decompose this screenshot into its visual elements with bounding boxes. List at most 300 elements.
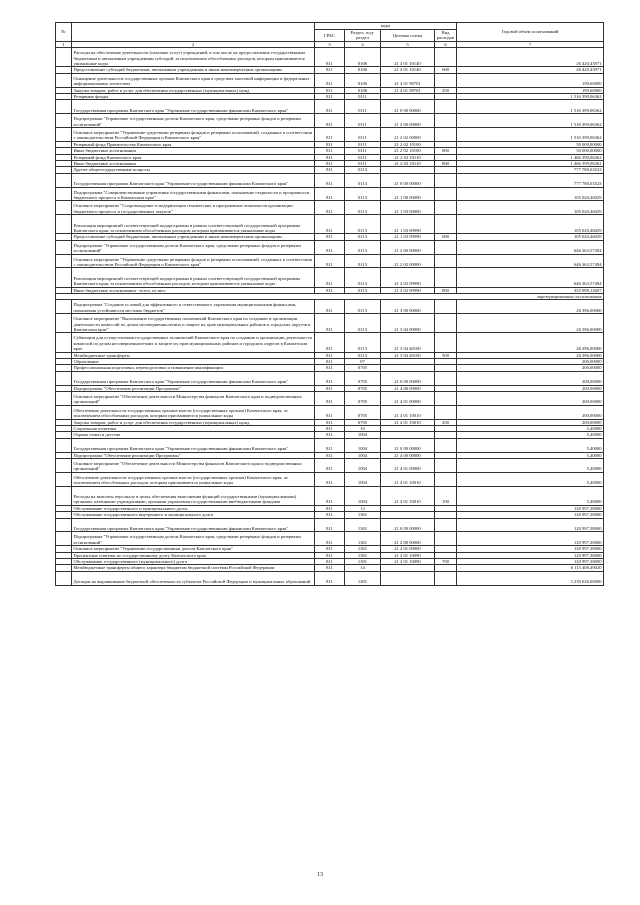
row-grbs-cell: 811 — [315, 48, 345, 67]
row-name-cell: Образование — [72, 359, 315, 365]
row-sum-cell: 120 997,38000 — [457, 552, 604, 558]
row-name-cell: Основное мероприятие "Обеспечение деятельности Министерства финансов Камчатского края и подведомственных организаций" — [72, 392, 315, 406]
row-expense-type-cell — [435, 459, 457, 473]
row-name-cell: Обслуживание государственного (муниципального) долга — [72, 559, 315, 565]
row-razdel-cell: 0111 — [345, 161, 381, 167]
row-grbs-cell: 811 — [315, 268, 345, 287]
row-razdel-cell: 14 — [345, 565, 381, 571]
row-grbs-cell: 811 — [315, 314, 345, 333]
table-row — [56, 486, 604, 505]
table-row — [56, 187, 604, 201]
row-sum-cell: 26 420,43971 — [457, 48, 604, 67]
row-grbs-cell: 811 — [315, 419, 345, 425]
row-grbs-cell: 811 — [315, 392, 345, 406]
row-grbs-cell: 811 — [315, 287, 345, 293]
row-name-cell: Другие общегосударственные вопросы — [72, 167, 315, 173]
row-razdel-cell: 1004 — [345, 452, 381, 458]
row-sum-cell: 26 396,00000 — [457, 314, 604, 333]
col-number: 4 — [345, 41, 381, 47]
row-number-cell — [56, 173, 72, 187]
row-razdel-cell: 0113 — [345, 167, 381, 173]
col-number: 1 — [56, 41, 72, 47]
row-grbs-cell: 811 — [315, 512, 345, 518]
row-name-cell: Подпрограмма "Управление государственным долгом Камчатского края, средствами резервных фондов и резервами ассигнований" — [72, 114, 315, 128]
row-grbs-cell: 811 — [315, 452, 345, 458]
row-number-cell — [56, 300, 72, 314]
row-name-cell: Процентные платежи по государственному долгу Камчатского края — [72, 552, 315, 558]
row-expense-type-cell — [435, 371, 457, 385]
row-razdel-cell: 07 — [345, 359, 381, 365]
table-row — [56, 532, 604, 546]
row-grbs-cell: 811 — [315, 405, 345, 419]
row-expense-type-cell: 500 — [435, 352, 457, 358]
row-name-cell: Закупка товаров, работ и услуг для обеспечения государственных (муниципальных) нужд — [72, 419, 315, 425]
row-grbs-cell: 811 — [315, 67, 345, 73]
row-sum-cell: 646 363,57494 — [457, 268, 604, 287]
row-sum-cell: 200,00000 — [457, 392, 604, 406]
row-expense-type-cell — [435, 300, 457, 314]
header-celevaya: Целевая статья — [381, 30, 435, 42]
row-name-cell: Подпрограмма "Обеспечение реализации Программы" — [72, 452, 315, 458]
row-grbs-cell: 811 — [315, 254, 345, 268]
row-sum-cell: 5,40000 — [457, 426, 604, 432]
row-name-cell: Резервный фонд Камчатского края — [72, 154, 315, 160]
row-grbs-cell: 811 — [315, 300, 345, 314]
row-razdel-cell: 1301 — [345, 518, 381, 532]
row-grbs-cell: 811 — [315, 426, 345, 432]
row-name-cell: Подпрограмма "Обеспечение реализации Программы" — [72, 385, 315, 391]
row-expense-type-cell: 200 — [435, 419, 457, 425]
row-name-cell: Обеспечение деятельности государственных органов власти (государственных органов) Камчатского края, за исключением обособленных расходов, которым присваиваются уникальные коды — [72, 405, 315, 419]
row-name-cell: Основное мероприятие "Сопровождение и модернизация технических и программных комплексов организации бюджетного процесса и государственных закупок" — [72, 201, 315, 215]
row-razdel-cell: 0705 — [345, 392, 381, 406]
row-expense-type-cell: 600 — [435, 67, 457, 73]
row-razdel-cell: 0113 — [345, 254, 381, 268]
row-target-article-cell: 21 4 01 00000 — [381, 392, 435, 406]
table-row — [56, 240, 604, 254]
row-expense-type-cell: 700 — [435, 559, 457, 565]
row-target-article-cell: 21 4 00 00000 — [381, 452, 435, 458]
row-name-cell: Расходы на обеспечение деятельности (оказание услуг) учреждений, в том числе на предоставление государственным бюджетным и автономным учреждениям субсидий, за исключением обособленных расходов, которым присваиваются уникальные коды — [72, 48, 315, 67]
row-grbs-cell: 811 — [315, 161, 345, 167]
row-sum-cell: 1 516 399,06362 — [457, 100, 604, 114]
table-row — [56, 459, 604, 473]
row-name-cell: Иные бюджетные ассигнования — [72, 161, 315, 167]
table-row — [56, 73, 604, 87]
row-razdel-cell: 0113 — [345, 201, 381, 215]
row-razdel-cell: 0106 — [345, 67, 381, 73]
row-target-article-cell: 21 0 00 00000 — [381, 518, 435, 532]
row-name-cell: Расходы на выплаты персоналу в целях обеспечения выполнения функций государственными (муниципальными) органами, казенными учреждениями, органами управления государственными внебюджетными фондами — [72, 486, 315, 505]
row-sum-cell: 1 466 399,06362 — [457, 154, 604, 160]
row-number-cell — [56, 532, 72, 546]
col-number: 5 — [381, 41, 435, 47]
col-number: 6 — [435, 41, 457, 47]
row-number-cell — [56, 314, 72, 333]
row-grbs-cell: 811 — [315, 73, 345, 87]
row-razdel-cell: 1004 — [345, 459, 381, 473]
row-target-article-cell: 21 2 00 00000 — [381, 532, 435, 546]
row-razdel-cell: 0106 — [345, 87, 381, 93]
row-expense-type-cell: 200 — [435, 87, 457, 93]
row-name-cell: Иные бюджетные ассигнования - всего, из них: — [72, 287, 315, 293]
header-grbs: ГРБС — [315, 30, 345, 42]
row-target-article-cell: 21 2 02 10100 — [381, 148, 435, 154]
reserved-allocations-label: зарезервированные ассигнования — [56, 294, 604, 300]
row-name-cell: Социальная политика — [72, 426, 315, 432]
row-grbs-cell: 811 — [315, 94, 345, 100]
row-expense-type-cell: 100 — [435, 486, 457, 505]
row-razdel-cell: 0113 — [345, 268, 381, 287]
row-grbs-cell: 811 — [315, 518, 345, 532]
row-razdel-cell: 1401 — [345, 571, 381, 585]
row-razdel-cell: 0111 — [345, 154, 381, 160]
row-sum-cell: 777 780,03523 — [457, 173, 604, 187]
row-target-article-cell: 21 2 02 09990 — [381, 268, 435, 287]
row-sum-cell: 5,40000 — [457, 452, 604, 458]
row-razdel-cell: 0111 — [345, 94, 381, 100]
row-sum-cell: 5,40000 — [457, 459, 604, 473]
row-expense-type-cell — [435, 333, 457, 352]
row-grbs-cell: 811 — [315, 571, 345, 585]
row-target-article-cell: 21 3 00 00000 — [381, 300, 435, 314]
row-grbs-cell: 811 — [315, 459, 345, 473]
row-sum-cell: 120 997,38000 — [457, 518, 604, 532]
row-target-article-cell: 21 0 00 00000 — [381, 173, 435, 187]
table-row — [56, 472, 604, 486]
row-name-cell: Подпрограмма "Управление государственным долгом Камчатского края, средствами резервных фондов и резервами ассигнований" — [72, 532, 315, 546]
row-target-article-cell: 21 4 00 00000 — [381, 385, 435, 391]
row-target-article-cell: 21 2 02 10110 — [381, 161, 435, 167]
row-grbs-cell: 811 — [315, 432, 345, 438]
row-name-cell: Предоставление субсидий бюджетным, автономным учреждениям и иным некоммерческим организациям — [72, 67, 315, 73]
row-razdel-cell: 0113 — [345, 187, 381, 201]
row-expense-type-cell: 800 — [435, 287, 457, 293]
row-number-cell — [56, 128, 72, 142]
row-name-cell: Профессиональная подготовка, переподготовка и повышение квалификации — [72, 365, 315, 371]
row-target-article-cell: 21 1 03 00000 — [381, 201, 435, 215]
row-name-cell: Государственная программа Камчатского края "Управление государственными финансами Камчатского края" — [72, 518, 315, 532]
row-razdel-cell: 0113 — [345, 352, 381, 358]
table-row — [56, 300, 604, 314]
row-name-cell: Государственная программа Камчатского края "Управление государственными финансами Камчатского края" — [72, 438, 315, 452]
row-razdel-cell: 0113 — [345, 287, 381, 293]
row-razdel-cell: 0113 — [345, 240, 381, 254]
row-razdel-cell: 1301 — [345, 546, 381, 552]
row-sum-cell: 120 997,38000 — [457, 512, 604, 518]
row-expense-type-cell — [435, 532, 457, 546]
row-target-article-cell: 21 4 01 10010 — [381, 472, 435, 486]
col-number: 7 — [457, 41, 604, 47]
row-number-cell — [56, 438, 72, 452]
row-sum-cell: 1 516 399,06362 — [457, 114, 604, 128]
row-expense-type-cell — [435, 73, 457, 87]
row-number-cell — [56, 187, 72, 201]
row-name-cell: Межбюджетные трансферты общего характера бюджетам бюджетной системы Российской Федерации — [72, 565, 315, 571]
row-sum-cell: 105 020,46029 — [457, 187, 604, 201]
row-target-article-cell: 21 2 02 09990 — [381, 287, 435, 293]
row-name-cell: Дотации на выравнивание бюджетной обеспеченности субъектов Российской Федерации и муниципальных образований — [72, 571, 315, 585]
row-grbs-cell: 811 — [315, 234, 345, 240]
budget-document-page — [55, 22, 603, 586]
row-sum-cell: 1 516 399,06362 — [457, 94, 604, 100]
row-number-cell — [56, 201, 72, 215]
row-razdel-cell: 0705 — [345, 365, 381, 371]
row-expense-type-cell — [435, 114, 457, 128]
table-row — [56, 201, 604, 215]
row-sum-cell: 200,00000 — [457, 405, 604, 419]
table-row — [56, 268, 604, 287]
row-razdel-cell: 0113 — [345, 234, 381, 240]
row-grbs-cell: 811 — [315, 365, 345, 371]
row-name-cell: Охрана семьи и детства — [72, 432, 315, 438]
row-target-article-cell: 21 2 01 00000 — [381, 546, 435, 552]
row-expense-type-cell — [435, 48, 457, 67]
row-expense-type-cell: 600 — [435, 234, 457, 240]
row-sum-cell: 105 020,46029 — [457, 215, 604, 234]
row-target-article-cell: 21 4 01 10010 — [381, 486, 435, 505]
row-sum-cell: 6 113 408,49020 — [457, 565, 604, 571]
row-number-cell — [56, 571, 72, 585]
col-number: 3 — [315, 41, 345, 47]
row-sum-cell: 200,00000 — [457, 359, 604, 365]
row-grbs-cell: 811 — [315, 359, 345, 365]
row-sum-cell: 50 000,00000 — [457, 141, 604, 147]
row-expense-type-cell — [435, 128, 457, 142]
row-target-article-cell: 21 4 01 10140 — [381, 67, 435, 73]
table-row — [56, 518, 604, 532]
row-sum-cell: 50 000,00000 — [457, 148, 604, 154]
row-sum-cell: 777 780,03523 — [457, 167, 604, 173]
row-razdel-cell: 0111 — [345, 100, 381, 114]
col-number: 2 — [72, 41, 315, 47]
row-grbs-cell: 811 — [315, 240, 345, 254]
row-grbs-cell: 811 — [315, 438, 345, 452]
table-row — [56, 215, 604, 234]
row-number-cell — [56, 371, 72, 385]
row-target-article-cell: 21 2 02 00000 — [381, 128, 435, 142]
row-sum-cell: 120 997,38000 — [457, 505, 604, 511]
row-grbs-cell: 811 — [315, 552, 345, 558]
row-name-cell: Государственная программа Камчатского края "Управление государственными финансами Камчатского края" — [72, 100, 315, 114]
row-number-cell — [56, 114, 72, 128]
row-sum-cell: 120 997,38000 — [457, 559, 604, 565]
row-grbs-cell: 811 — [315, 532, 345, 546]
row-target-article-cell: 21 3 04 40100 — [381, 352, 435, 358]
row-razdel-cell: 0106 — [345, 73, 381, 87]
row-sum-cell: 200,00000 — [457, 385, 604, 391]
row-sum-cell: 105 020,46029 — [457, 234, 604, 240]
row-razdel-cell: 1004 — [345, 472, 381, 486]
row-target-article-cell: 21 2 02 10110 — [381, 154, 435, 160]
row-razdel-cell: 0113 — [345, 333, 381, 352]
row-expense-type-cell — [435, 100, 457, 114]
row-razdel-cell: 0113 — [345, 215, 381, 234]
row-target-article-cell: 21 4 01 98701 — [381, 73, 435, 87]
row-name-cell: Основное мероприятие "Управление средствами резервных фондов и резервами ассигнований, созданных в соответствии с законодательством Российской Федерации и Камчатского края" — [72, 128, 315, 142]
row-target-article-cell: 21 0 00 00000 — [381, 371, 435, 385]
row-sum-cell: 26 420,43971 — [457, 67, 604, 73]
row-target-article-cell: 21 1 00 00000 — [381, 187, 435, 201]
row-grbs-cell: 811 — [315, 352, 345, 358]
row-grbs-cell: 811 — [315, 128, 345, 142]
row-name-cell: Государственная программа Камчатского края "Управление государственными финансами Камчатского края" — [72, 371, 315, 385]
row-number-cell — [56, 240, 72, 254]
row-razdel-cell: 0111 — [345, 141, 381, 147]
row-target-article-cell: 21 0 00 00000 — [381, 438, 435, 452]
row-grbs-cell: 811 — [315, 173, 345, 187]
row-target-article-cell: 21 2 02 00000 — [381, 254, 435, 268]
row-name-cell: Субвенции для осуществления государственных полномочий Камчатского края по созданию и организации деятельности комиссий по делам несовершеннолетних и защите их прав муниципальных районов и городских округов в Камчатском крае — [72, 333, 315, 352]
row-number-cell — [56, 518, 72, 532]
table-row — [56, 100, 604, 114]
row-name-cell: Межбюджетные трансферты — [72, 352, 315, 358]
row-sum-cell: 646 363,57494 — [457, 254, 604, 268]
row-name-cell: Основное мероприятие "Управление средствами резервных фондов и резервами ассигнований, созданных в соответствии с законодательством Российской Федерации и Камчатского края" — [72, 254, 315, 268]
row-expense-type-cell — [435, 173, 457, 187]
table-row — [56, 114, 604, 128]
row-target-article-cell: 21 0 00 00000 — [381, 100, 435, 114]
row-grbs-cell: 811 — [315, 87, 345, 93]
row-grbs-cell: 811 — [315, 167, 345, 173]
row-number-cell — [56, 73, 72, 87]
row-expense-type-cell — [435, 314, 457, 333]
row-sum-cell: 5,40000 — [457, 472, 604, 486]
row-razdel-cell: 1301 — [345, 552, 381, 558]
row-number-cell — [56, 215, 72, 234]
row-target-article-cell: 21 3 04 40100 — [381, 333, 435, 352]
row-number-cell — [56, 100, 72, 114]
row-number-cell — [56, 333, 72, 352]
row-expense-type-cell: 800 — [435, 161, 457, 167]
row-name-cell: Основное мероприятие "Выполнение государственных полномочий Камчатского края по созданию и организации деятельности комиссий по делам несовершеннолетних и защите их прав муниципальных районов и городских округов в Камчатском крае" — [72, 314, 315, 333]
row-name-cell: Предоставление субсидий бюджетным, автономным учреждениям и иным некоммерческим организациям — [72, 234, 315, 240]
row-name-cell: Обслуживание государственного внутреннего и муниципального долга — [72, 512, 315, 518]
row-grbs-cell: 811 — [315, 546, 345, 552]
row-grbs-cell: 811 — [315, 505, 345, 511]
header-name — [72, 23, 315, 42]
row-sum-cell: 26 396,00000 — [457, 333, 604, 352]
row-grbs-cell: 811 — [315, 215, 345, 234]
row-sum-cell: 200,00000 — [457, 419, 604, 425]
row-grbs-cell: 811 — [315, 385, 345, 391]
row-razdel-cell: 13 — [345, 505, 381, 511]
row-expense-type-cell — [435, 254, 457, 268]
row-number-cell — [56, 392, 72, 406]
row-razdel-cell: 1301 — [345, 559, 381, 565]
row-sum-cell: 26 396,00000 — [457, 300, 604, 314]
row-sum-cell: 200,00000 — [457, 371, 604, 385]
row-target-article-cell: 21 4 01 98701 — [381, 87, 435, 93]
table-row — [56, 128, 604, 142]
row-razdel-cell: 0113 — [345, 314, 381, 333]
table-row — [56, 405, 604, 419]
row-sum-cell: 1 466 399,06362 — [457, 161, 604, 167]
row-razdel-cell: 0705 — [345, 419, 381, 425]
row-expense-type-cell — [435, 392, 457, 406]
table-row — [56, 392, 604, 406]
header-vid: Вид расходов — [435, 30, 457, 42]
row-razdel-cell: 0705 — [345, 385, 381, 391]
row-target-article-cell: 21 4 01 00000 — [381, 459, 435, 473]
row-grbs-cell: 811 — [315, 201, 345, 215]
row-name-cell: Резервный фонд Правительства Камчатского края — [72, 141, 315, 147]
header-sum: Годовой объем ассигнований — [457, 23, 604, 42]
row-expense-type-cell — [435, 472, 457, 486]
row-razdel-cell: 1301 — [345, 532, 381, 546]
row-grbs-cell: 811 — [315, 486, 345, 505]
header-razdel: Раздел, под-раздел — [345, 30, 381, 42]
row-razdel-cell: 1004 — [345, 486, 381, 505]
row-expense-type-cell — [435, 438, 457, 452]
row-razdel-cell: 0111 — [345, 114, 381, 128]
row-target-article-cell: 21 2 02 10100 — [381, 141, 435, 147]
row-name-cell: Иные бюджетные ассигнования — [72, 148, 315, 154]
row-expense-type-cell: 800 — [435, 148, 457, 154]
row-sum-cell: 353 999,12607 — [457, 287, 604, 293]
row-expense-type-cell — [435, 201, 457, 215]
row-razdel-cell: 1004 — [345, 432, 381, 438]
row-target-article-cell: 21 4 01 10140 — [381, 48, 435, 67]
table-row — [56, 314, 604, 333]
row-expense-type-cell — [435, 187, 457, 201]
row-grbs-cell: 811 — [315, 114, 345, 128]
row-razdel-cell: 0106 — [345, 48, 381, 67]
row-sum-cell: 200,00000 — [457, 365, 604, 371]
row-sum-cell: 646 363,57494 — [457, 240, 604, 254]
table-row — [56, 438, 604, 452]
table-row — [56, 48, 604, 67]
row-target-article-cell: 21 2 00 00000 — [381, 114, 435, 128]
row-target-article-cell: 21 4 01 10010 — [381, 405, 435, 419]
header-number: № — [56, 23, 72, 42]
row-expense-type-cell — [435, 240, 457, 254]
page-number: 13 — [317, 872, 323, 878]
row-name-cell: Обслуживание государственного и муниципального долга — [72, 505, 315, 511]
row-name-cell: Основное мероприятие "Обеспечение деятельности Министерства финансов Камчатского края и подведомственных организаций" — [72, 459, 315, 473]
row-name-cell: Подпрограмма "Совершенствование управления государственными финансами, повышение открытости и прозрачности бюджетного процесса в Камчатском крае" — [72, 187, 315, 201]
row-name-cell: Реализация мероприятий соответствующей подпрограммы в рамках соответствующей государственной программы Камчатского края, за исключением обособленных расходов, которым присваиваются уникальные коды — [72, 215, 315, 234]
row-sum-cell: 5,40000 — [457, 486, 604, 505]
row-name-cell: Обеспечение деятельности государственных органов власти (государственных органов) Камчатского края, за исключением обособленных расходов, которым присваиваются уникальные коды — [72, 472, 315, 486]
row-name-cell: Реализация мероприятий соответствующей подпрограммы в рамках соответствующей государственной программы Камчатского края, за исключением обособленных расходов, которым присваиваются уникальные коды — [72, 268, 315, 287]
row-grbs-cell: 811 — [315, 187, 345, 201]
table-body — [56, 48, 604, 585]
row-target-article-cell — [381, 571, 435, 585]
row-expense-type-cell — [435, 215, 457, 234]
row-name-cell: Резервные фонды — [72, 94, 315, 100]
row-expense-type-cell — [435, 268, 457, 287]
row-number-cell — [56, 254, 72, 268]
row-name-cell: Основное мероприятие "Управление государственным долгом Камчатского края" — [72, 546, 315, 552]
row-target-article-cell: 21 3 04 00000 — [381, 314, 435, 333]
row-number-cell — [56, 459, 72, 473]
row-razdel-cell: 0705 — [345, 405, 381, 419]
row-target-article-cell: 21 2 01 10090 — [381, 552, 435, 558]
row-grbs-cell: 811 — [315, 565, 345, 571]
row-sum-cell: 5,40000 — [457, 438, 604, 452]
row-razdel-cell: 0113 — [345, 300, 381, 314]
row-grbs-cell: 811 — [315, 333, 345, 352]
row-number-cell — [56, 48, 72, 67]
row-razdel-cell: 1301 — [345, 512, 381, 518]
row-target-article-cell: 21 4 01 10010 — [381, 419, 435, 425]
header-codes: коды — [315, 23, 457, 30]
row-target-article-cell: 21 2 00 00000 — [381, 240, 435, 254]
table-row — [56, 173, 604, 187]
row-razdel-cell: 0705 — [345, 371, 381, 385]
row-name-cell: Оснащение деятельности государственных органов Камчатского края в средствах массовой информации и федеральных информационных агентствах — [72, 73, 315, 87]
